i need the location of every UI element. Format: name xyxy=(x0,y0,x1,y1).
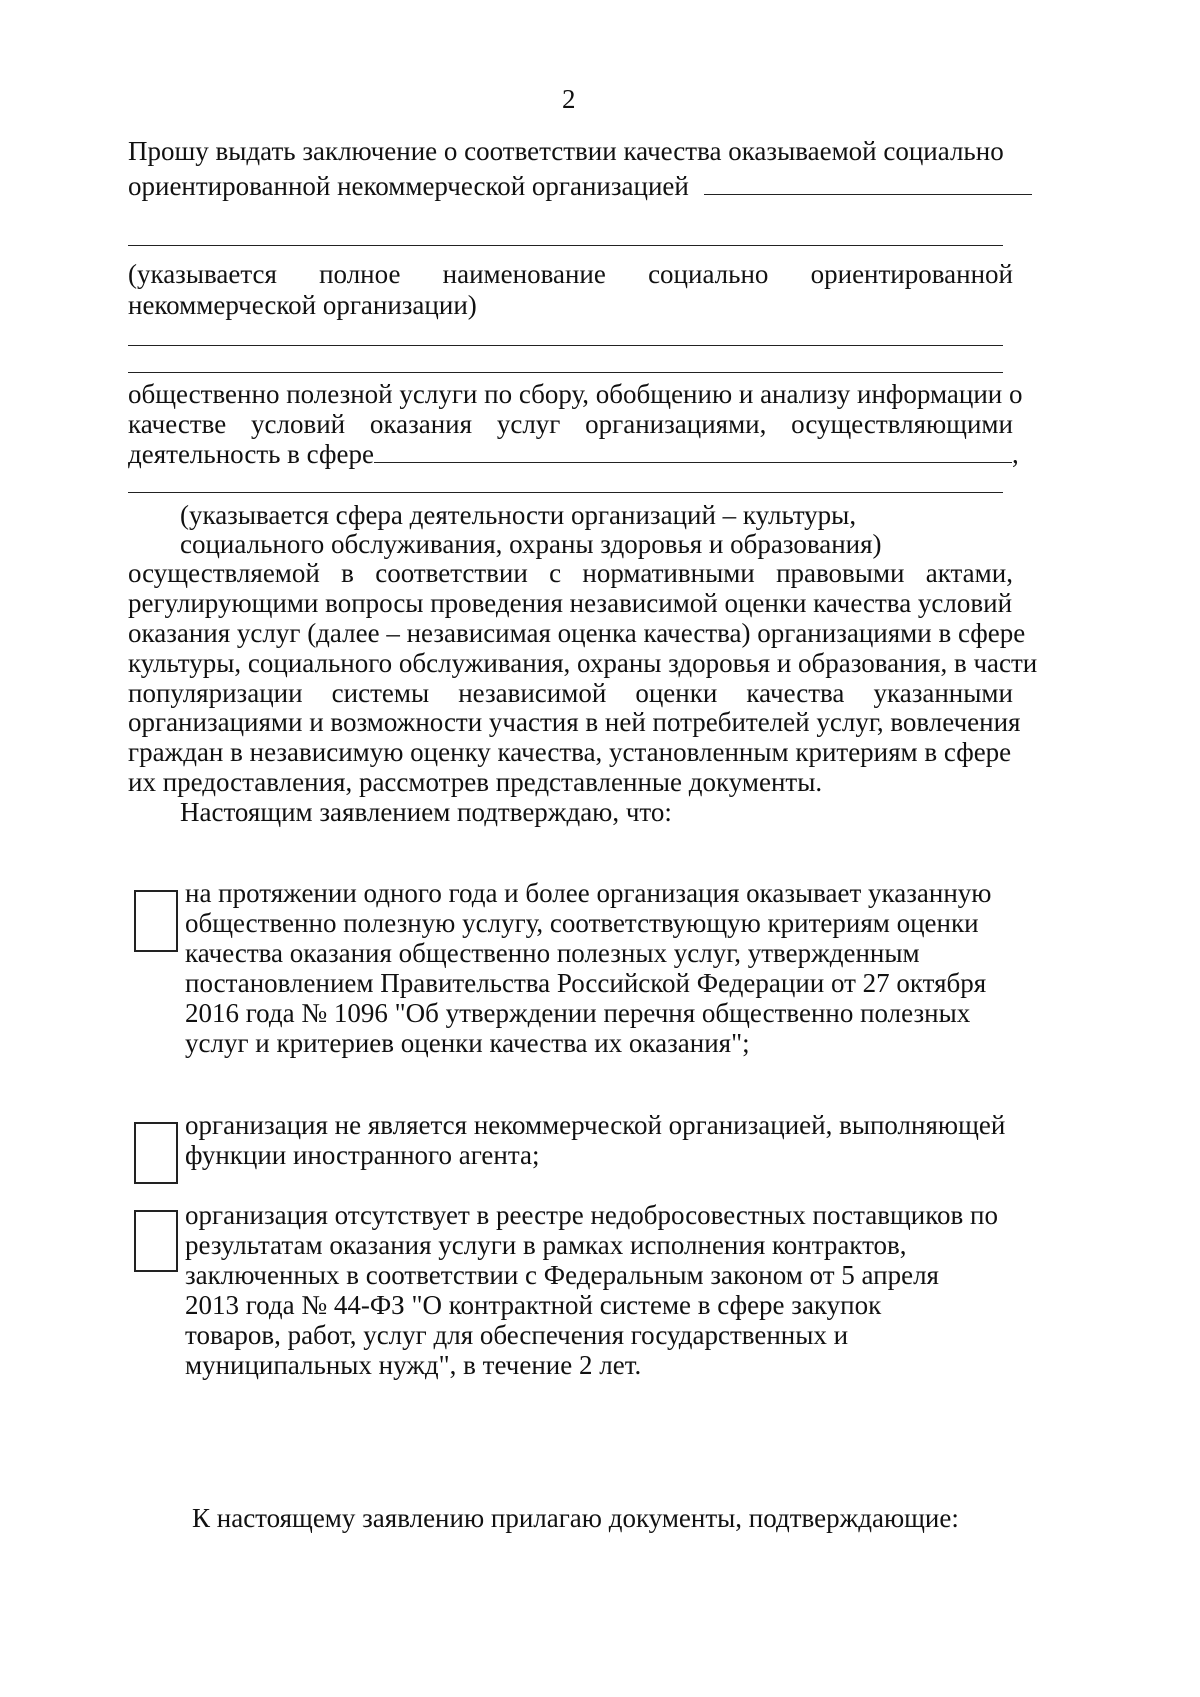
service-line-3-suffix: , xyxy=(1011,439,1019,469)
body-line-3: оказания услуг (далее – независимая оценка качества) организациями в сфере xyxy=(128,618,1026,648)
service-name-field-line-1[interactable] xyxy=(128,345,1003,346)
org-name-field-line[interactable] xyxy=(128,245,1003,246)
body-word: популяризации xyxy=(128,678,303,708)
org-hint-word: наименование xyxy=(442,259,606,289)
checkbox-1-line: на протяжении одного года и более организация оказывает указанную xyxy=(185,878,992,908)
body-line-8: их предоставления, рассмотрев представленные документы. xyxy=(128,767,823,797)
checkbox-1-line: постановлением Правительства Российской Федерации от 27 октября xyxy=(185,968,987,998)
service-line-3-prefix: деятельность в сфере xyxy=(128,439,374,469)
checkbox-1-line: общественно полезную услугу, соответствующую критериям оценки xyxy=(185,908,979,938)
checkbox-3-line: результатам оказания услуги в рамках исполнения контрактов, xyxy=(185,1230,907,1260)
body-word: оценки xyxy=(635,678,718,708)
sphere-hint-line-2: социального обслуживания, охраны здоровья и образования) xyxy=(180,529,882,559)
service-line-3 xyxy=(128,438,1019,470)
checkbox-1-line: качества оказания общественно полезных услуг, утвержденным xyxy=(185,938,920,968)
body-word: с xyxy=(549,558,562,588)
checkbox-not-in-registry[interactable] xyxy=(134,1210,178,1272)
service-word: организациями, xyxy=(585,409,767,439)
request-line-2 xyxy=(128,170,1032,202)
service-word: оказания xyxy=(369,409,473,439)
body-word: актами, xyxy=(925,558,1013,588)
checkbox-1-line: услуг и критериев оценки качества их оказания"; xyxy=(185,1028,750,1058)
sphere-field-inline[interactable] xyxy=(374,438,1012,463)
attachments-intro: К настоящему заявлению прилагаю документы, подтверждающие: xyxy=(192,1503,959,1533)
service-line-1: общественно полезной услуги по сбору, обобщению и анализу информации о xyxy=(128,379,1023,409)
body-word: качества xyxy=(746,678,845,708)
request-line-1: Прошу выдать заключение о соответствии качества оказываемой социально xyxy=(128,136,1004,166)
body-word: соответствии xyxy=(375,558,528,588)
org-hint-word: ориентированной xyxy=(810,259,1013,289)
org-hint-line-2: некоммерческой организации) xyxy=(128,290,477,320)
checkbox-3-line: заключенных в соответствии с Федеральным законом от 5 апреля xyxy=(185,1260,939,1290)
body-line-4: культуры, социального обслуживания, охраны здоровья и образования, в части xyxy=(128,648,1038,678)
sphere-hint-line-1: (указывается сфера деятельности организаций – культуры, xyxy=(180,500,857,530)
body-line-2: регулирующими вопросы проведения независимой оценки качества условий xyxy=(128,588,1013,618)
page-number: 2 xyxy=(562,84,576,114)
body-line-5 xyxy=(128,677,1013,709)
org-hint-word: (указывается xyxy=(128,259,277,289)
body-word: правовыми xyxy=(776,558,905,588)
org-hint-word: полное xyxy=(319,259,401,289)
request-line-2-text: ориентированной некоммерческой организацией xyxy=(128,171,689,201)
body-word: указанными xyxy=(873,678,1013,708)
service-name-field-line-2[interactable] xyxy=(128,372,1003,373)
service-word: качестве xyxy=(128,409,227,439)
org-name-field-inline[interactable] xyxy=(704,170,1032,195)
body-word: в xyxy=(341,558,354,588)
checkbox-1-line: 2016 года № 1096 "Об утверждении перечня общественно полезных xyxy=(185,998,971,1028)
checkbox-3-line: товаров, работ, услуг для обеспечения государственных и xyxy=(185,1320,849,1350)
checkbox-3-line: 2013 года № 44-ФЗ "О контрактной системе в сфере закупок xyxy=(185,1290,882,1320)
service-word: условий xyxy=(251,409,346,439)
body-word: осуществляемой xyxy=(128,558,320,588)
body-line-1 xyxy=(128,557,1013,589)
body-line-7: граждан в независимую оценку качества, установленным критериям в сфере xyxy=(128,737,1012,767)
service-line-2 xyxy=(128,408,1013,440)
checkbox-not-foreign-agent[interactable] xyxy=(134,1122,178,1184)
body-word: независимой xyxy=(458,678,607,708)
checkbox-2-line: организация не является некоммерческой организацией, выполняющей xyxy=(185,1110,1006,1140)
sphere-field-line[interactable] xyxy=(128,492,1003,493)
checkbox-3-line: организация отсутствует в реестре недобросовестных поставщиков по xyxy=(185,1200,998,1230)
body-word: нормативными xyxy=(582,558,755,588)
org-hint-word: социально xyxy=(648,259,769,289)
confirm-intro: Настоящим заявлением подтверждаю, что: xyxy=(180,797,672,827)
checkbox-one-year-service[interactable] xyxy=(134,890,178,952)
org-hint-line-1 xyxy=(128,258,1013,290)
body-line-6: организациями и возможности участия в ней потребителей услуг, вовлечения xyxy=(128,707,1021,737)
checkbox-3-line: муниципальных нужд", в течение 2 лет. xyxy=(185,1350,642,1380)
checkbox-2-line: функции иностранного агента; xyxy=(185,1140,540,1170)
service-word: осуществляющими xyxy=(791,409,1013,439)
body-word: системы xyxy=(331,678,430,708)
service-word: услуг xyxy=(496,409,561,439)
